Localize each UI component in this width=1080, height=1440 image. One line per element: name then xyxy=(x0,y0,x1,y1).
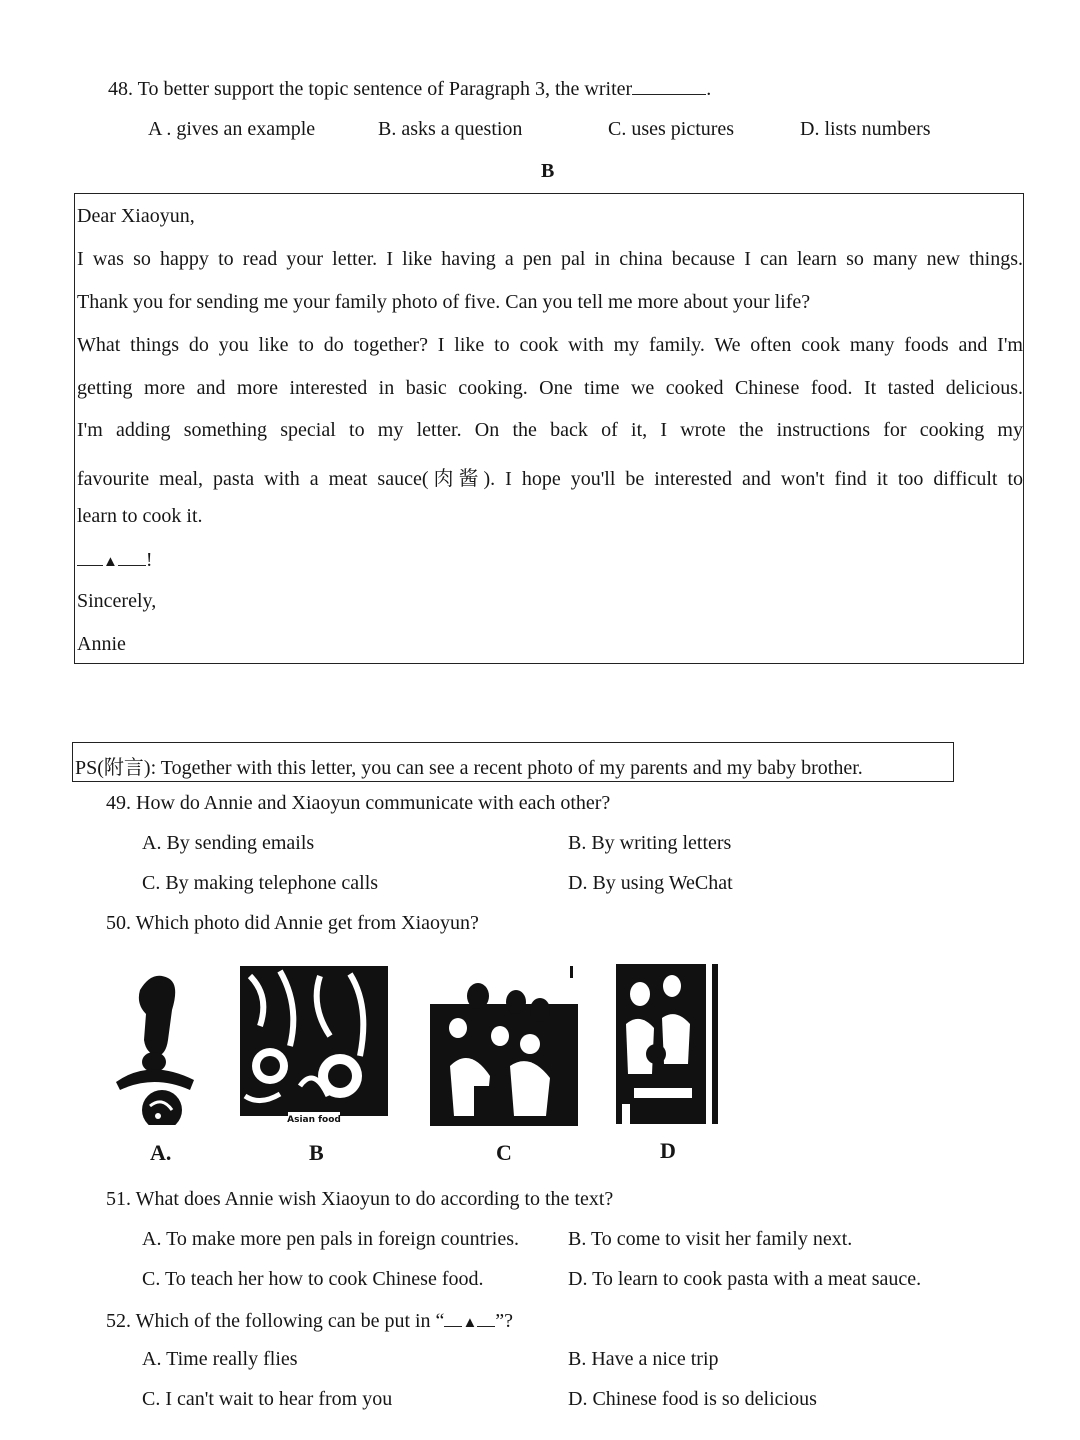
q49-option-b: B. By writing letters xyxy=(568,832,732,854)
answer-blank xyxy=(477,1308,495,1327)
photo-label-b: B xyxy=(309,1140,324,1165)
ps-text: PS(附言): Together with this letter, you can see a recent photo of my parents and my baby brother. xyxy=(75,757,863,779)
q48-option-b: B. asks a question xyxy=(378,118,523,140)
letter-signature: Annie xyxy=(77,633,126,655)
answer-blank xyxy=(444,1308,462,1327)
q48-option-d: D. lists numbers xyxy=(800,118,931,140)
photo-a-single-person xyxy=(110,970,200,1125)
photo-b-caption: Asian food xyxy=(287,1115,341,1125)
letter-line: favourite meal, pasta with a meat sauce(肉酱). I hope you'll be interested and won't find it too difficult to xyxy=(77,468,1023,490)
photo-d-family-group xyxy=(616,964,718,1124)
q49-option-a: A. By sending emails xyxy=(142,832,315,854)
q48-stem: 48. To better support the topic sentence of Paragraph 3, the writer . xyxy=(108,78,712,100)
letter-line: learn to cook it. xyxy=(77,505,203,527)
photo-b-food xyxy=(240,966,388,1126)
letter-line: Thank you for sending me your family photo of five. Can you tell me more about your life? xyxy=(77,291,811,313)
letter-closing: Sincerely, xyxy=(77,590,157,612)
q52-option-a: A. Time really flies xyxy=(142,1348,298,1370)
letter-line: What things do you like to do together? I like to cook with my family. We often cook many foods and I'm xyxy=(77,334,1023,356)
section-label: B xyxy=(541,160,555,182)
triangle-marker: ▲ xyxy=(103,554,118,570)
photo-c-family-of-five xyxy=(430,966,578,1126)
q51-stem: 51. What does Annie wish Xiaoyun to do according to the text? xyxy=(106,1188,614,1210)
q48-option-c: C. uses pictures xyxy=(608,118,735,140)
q52-option-b: B. Have a nice trip xyxy=(568,1348,719,1370)
answer-blank xyxy=(632,76,706,95)
q51-option-b: B. To come to visit her family next. xyxy=(568,1228,853,1250)
photo-label-a: A. xyxy=(150,1140,172,1165)
letter-line: I'm adding something special to my letter. On the back of it, I wrote the instructions for cooking my xyxy=(77,419,1023,441)
photo-label-c: C xyxy=(496,1140,512,1165)
answer-blank xyxy=(118,547,146,566)
q52-option-d: D. Chinese food is so delicious xyxy=(568,1388,817,1410)
photo-label-d: D xyxy=(660,1138,676,1163)
letter-blank-line: ▲ ! xyxy=(77,547,153,572)
q52-option-c: C. I can't wait to hear from you xyxy=(142,1388,393,1410)
letter-greeting: Dear Xiaoyun, xyxy=(77,205,195,227)
q51-option-d: D. To learn to cook pasta with a meat sauce. xyxy=(568,1268,922,1290)
q49-option-d: D. By using WeChat xyxy=(568,872,733,894)
q50-stem: 50. Which photo did Annie get from Xiaoyun? xyxy=(106,912,479,934)
triangle-marker: ▲ xyxy=(462,1315,478,1331)
letter-line: I was so happy to read your letter. I like having a pen pal in china because I can learn so many new things. xyxy=(77,248,1023,270)
answer-blank xyxy=(77,547,103,566)
q49-stem: 49. How do Annie and Xiaoyun communicate with each other? xyxy=(106,792,611,814)
q48-option-a: A . gives an example xyxy=(148,118,316,140)
q51-option-c: C. To teach her how to cook Chinese food. xyxy=(142,1268,484,1290)
ps-box xyxy=(72,742,954,782)
q51-option-a: A. To make more pen pals in foreign countries. xyxy=(142,1228,520,1250)
letter-line: getting more and more interested in basic cooking. One time we cooked Chinese food. It tasted delicious. xyxy=(77,377,1023,399)
q49-option-c: C. By making telephone calls xyxy=(142,872,379,894)
letter-box xyxy=(74,193,1024,664)
q52-stem: 52. Which of the following can be put in “ ▲ ”? xyxy=(106,1310,514,1332)
